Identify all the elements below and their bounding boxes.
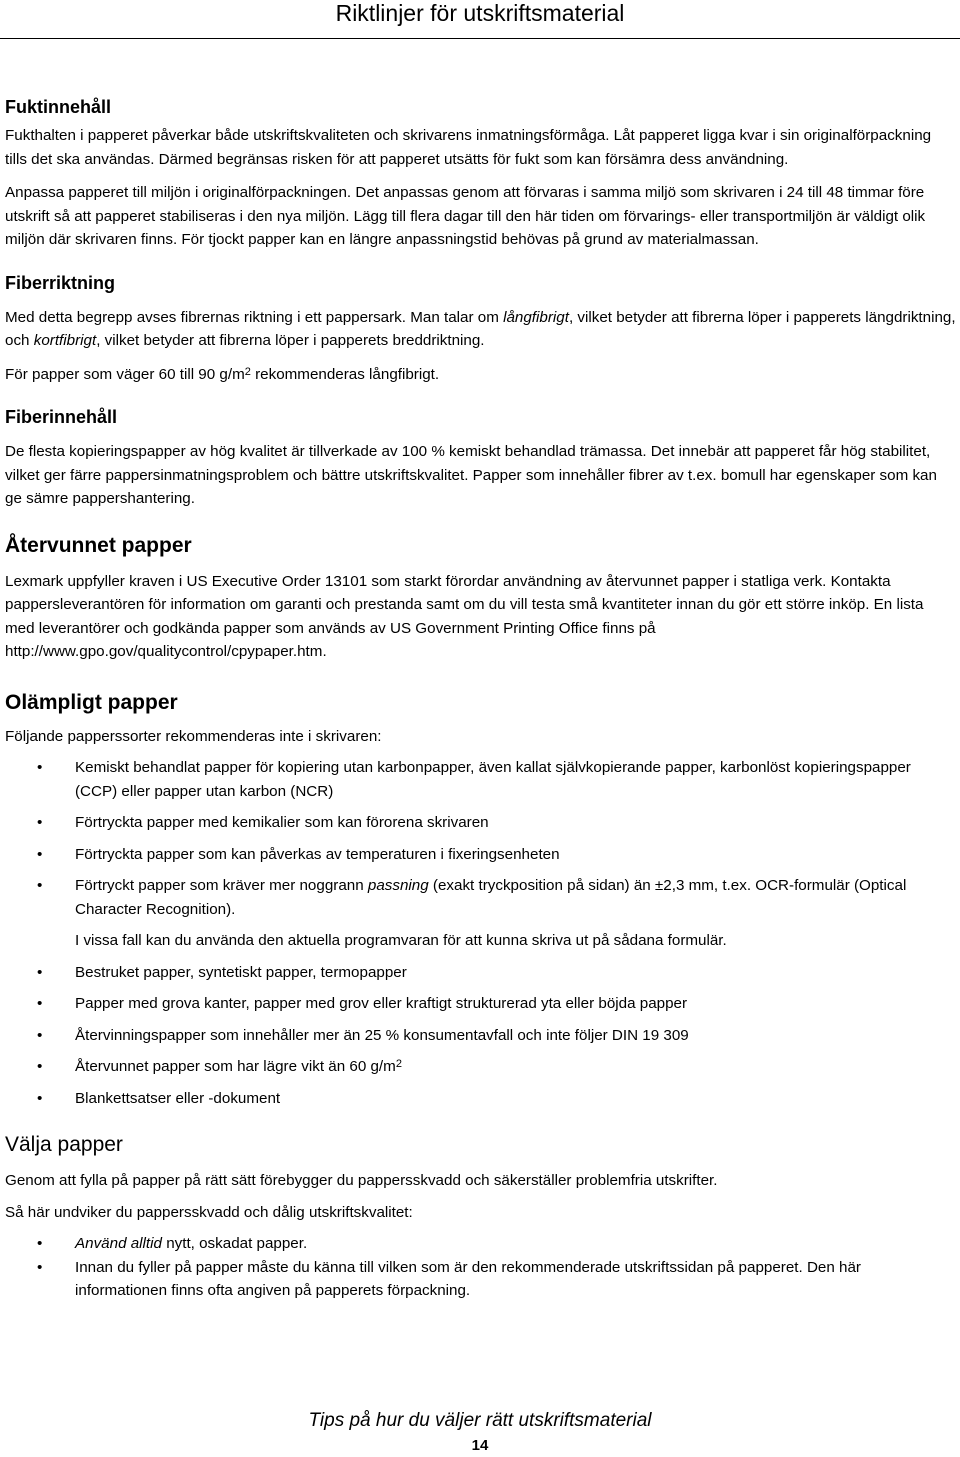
- list-item: [5, 1256, 957, 1303]
- bullet: •: [37, 759, 43, 776]
- valja-paragraph-2: Så här undviker du pappersskvadd och dålig utskriftskvalitet:: [5, 1203, 413, 1221]
- superscript: 2: [395, 1058, 402, 1070]
- bullet: •: [37, 1258, 43, 1276]
- fiber-text: , vilket betyder att fibrerna löper i papperets längdriktning, och: [5, 308, 956, 349]
- header-rule: [0, 38, 960, 39]
- bullet: •: [37, 1235, 43, 1252]
- heading-fiberriktning: Fiberriktning: [5, 272, 116, 293]
- bullet: •: [37, 963, 43, 981]
- fiber-text: rekommenderas långfibrigt.: [250, 365, 440, 383]
- page-header: [0, 0, 960, 40]
- page-number: 14: [471, 1437, 489, 1454]
- list-item: [5, 1055, 957, 1079]
- fiberinnehall-paragraph: De flesta kopieringspapper av hög kvalitet är tillverkade av 100 % kemiskt behandlad trämassa. Det innebär att papperet får hög stabilitet, vilket ger färre pappersinmatningsproblem och bättre utskriftskvalitet. Papper som innehåller fibrer av t.ex. bomull har egenskaper som kan ge sämre pappershantering.: [5, 443, 937, 507]
- bullet: •: [37, 845, 43, 863]
- list-item-text: Bestruket papper, syntetiskt papper, termopapper: [75, 963, 407, 981]
- list-item-text: nytt, oskadat papper.: [161, 1235, 308, 1252]
- fiber-paragraph-2: [5, 363, 957, 387]
- page-header-title: Riktlinjer för utskriftsmaterial: [335, 0, 625, 26]
- list-item-text: Förtryckt papper som kräver mer noggrann: [75, 877, 368, 894]
- fukt-paragraph-1: Fukthalten i papperet påverkar både utskriftskvaliteten och skrivarens inmatningsförmåga. Låt papperet ligga kvar i sin originalförpackning tills det ska användas. Därmed begränsas risken för att papperet utsätts för fukt som kan försämra dess användning.: [5, 127, 932, 168]
- bullet: •: [37, 1026, 43, 1044]
- fiber-paragraph-1: [5, 306, 957, 353]
- heading-fuktinnehall: Fuktinnehåll: [5, 97, 112, 117]
- gpo-link[interactable]: http://www.gpo.gov/qualitycontrol/cpypaper.htm: [5, 643, 323, 660]
- heading-valja-papper: Välja papper: [5, 1133, 123, 1156]
- term-langfibrigt: långfibrigt: [503, 308, 569, 326]
- list-item: [5, 992, 957, 1016]
- list-item-text: Förtryckta papper med kemikalier som kan förorena skrivaren: [75, 814, 489, 831]
- bullet: •: [37, 995, 43, 1012]
- footer-title: Tips på hur du väljer rätt utskriftsmaterial: [308, 1410, 652, 1431]
- bullet: •: [37, 1058, 43, 1075]
- heading-atervunnet-papper: Återvunnet papper: [5, 533, 192, 557]
- heading-fiberinnehall: Fiberinnehåll: [5, 407, 118, 427]
- list-item-text: Förtryckta papper som kan påverkas av temperaturen i fixeringsenheten: [75, 845, 560, 863]
- list-item-text: Återvinningspapper som innehåller mer än 25 % konsumentavfall och inte följer DIN 19 309: [75, 1026, 689, 1044]
- list-item: [5, 756, 957, 803]
- link-period: .: [322, 643, 327, 660]
- list-item: [5, 843, 957, 867]
- list-item: [5, 874, 957, 921]
- fiber-text: Med detta begrepp avses fibrernas riktning i ett pappersark. Man talar om: [5, 308, 504, 326]
- document-body: [5, 96, 957, 1303]
- olampligt-intro: Följande papperssorter rekommenderas inte i skrivaren:: [5, 727, 382, 745]
- heading-olampligt-papper: Olämpligt papper: [5, 690, 178, 714]
- fiber-text: För papper som väger 60 till 90 g/m: [5, 365, 245, 383]
- atervunnet-text: Lexmark uppfyller kraven i US Executive Order 13101 som starkt förordar användning av återvunnet papper i statliga verk. Kontakta pappersleverantören för information om garanti och prestanda samt om du vill testa små kvantiteter innan du gör ett större inköp. En lista med leverantörer och godkända papper som används av US Government Printing Office finns på: [5, 572, 924, 637]
- list-item-note: [5, 929, 957, 953]
- term-anvand-alltid: Använd alltid: [75, 1235, 162, 1252]
- term-kortfibrigt: kortfibrigt: [33, 332, 97, 349]
- superscript: 2: [244, 365, 251, 378]
- bullet: •: [37, 814, 43, 831]
- list-item: [5, 1232, 957, 1256]
- bullet: •: [37, 1089, 43, 1107]
- fukt-paragraph-2: Anpassa papperet till miljön i originalförpackningen. Det anpassas genom att förvaras i samma miljö som skrivaren i 24 till 48 timmar före utskrift så att papperet stabiliseras i den nya miljön. Lägg till flera dagar till den här tiden om förvarings- eller transportmiljön är väldigt olik miljön där skrivaren finns. För tjockt papper kan en längre anpassningstid behövas på grund av materialmassan.: [5, 184, 926, 248]
- atervunnet-paragraph: [5, 570, 957, 664]
- list-item: [5, 1024, 957, 1048]
- list-item-text: Återvunnet papper som har lägre vikt än 60 g/m: [75, 1058, 396, 1075]
- list-item-text: (exakt tryckposition på sidan) än ±2,3 mm, t.ex. OCR-formulär (Optical Character Recognition).: [75, 877, 907, 918]
- valja-paragraph-1: Genom att fylla på papper på rätt sätt förebygger du pappersskvadd och säkerställer problemfria utskrifter.: [5, 1172, 718, 1189]
- list-item: [5, 961, 957, 985]
- list-item-text: Innan du fyller på papper måste du känna till vilken som är den rekommenderade utskriftssidan på papperet. Den här informationen finns ofta angiven på papperets förpackning.: [75, 1258, 861, 1299]
- list-item: [5, 1087, 957, 1111]
- list-item-text: Kemiskt behandlat papper för kopiering utan karbonpapper, även kallat självkopierande papper, karbonlöst kopieringspapper (CCP) eller papper utan karbon (NCR): [75, 759, 911, 800]
- olampligt-list: [5, 756, 957, 1110]
- valja-list: [5, 1232, 957, 1303]
- term-passning: passning: [367, 877, 429, 894]
- bullet: •: [37, 877, 43, 894]
- fiber-text: , vilket betyder att fibrerna löper i papperets breddriktning.: [96, 332, 485, 349]
- list-item-note-text: I vissa fall kan du använda den aktuella programvaran för att kunna skriva ut på sådana formulär.: [75, 932, 727, 949]
- list-item: [5, 811, 957, 835]
- list-item-text: Papper med grova kanter, papper med grov eller kraftigt strukturerad yta eller böjda papper: [75, 995, 688, 1012]
- list-item-text: Blankettsatser eller -dokument: [75, 1089, 281, 1107]
